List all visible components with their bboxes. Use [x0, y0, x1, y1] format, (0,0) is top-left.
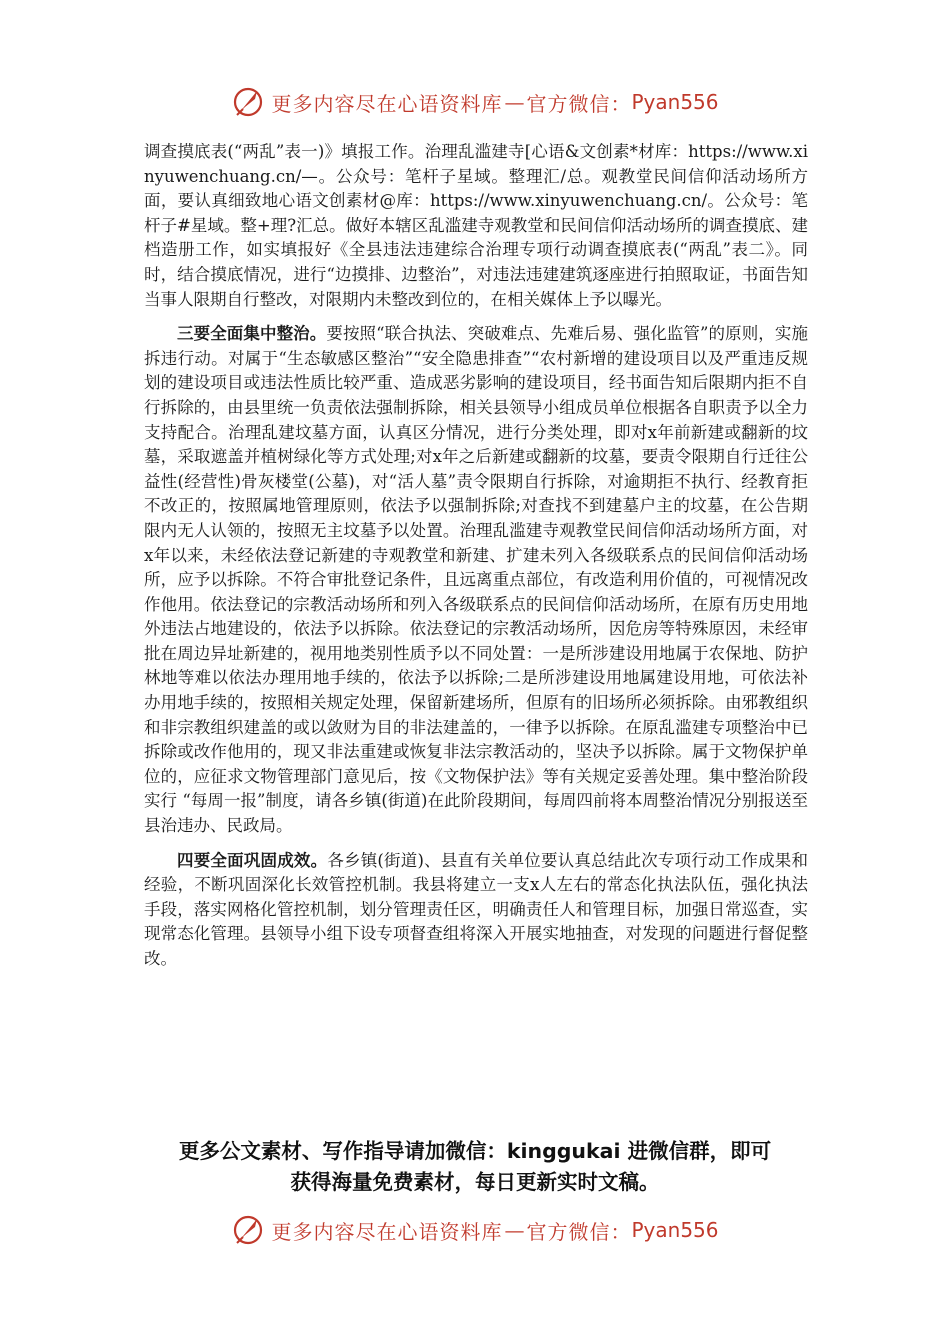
- footer-banner-site-text: 更多内容尽在心语资料库: [271, 1219, 503, 1244]
- paragraph-1: [144, 140, 808, 312]
- banner-wechat-id: Pyan556: [631, 90, 719, 114]
- paragraph-3-lead: 四要全面巩固成效。: [177, 850, 328, 870]
- paragraph-2-body: 要按照“联合执法、突破难点、先难后易、强化监管”的原则，实施拆违行动。对属于“生态敏感区整治”“安全隐患排查”“农村新增的建设项目以及严重违反规划的建设项目或违法性质比较严重、造成恶劣影响的建设项目，经书面告知后限期内拒不自行拆除的，由县里统一负责依法强制拆除，相关县领导小组成员单位根据各自职责予以全力支持配合。治理乱建坟墓方面，认真区分情况，进行分类处理，即对x年前新建或翻新的坟墓，采取遮盖并植树绿化等方式处理;对x年之后新建或翻新的坟墓，要责令限期自行迁往公益性(经营性)骨灰楼堂(公墓)，对“活人墓”责令限期自行拆除，对逾期拒不执行、经教育拒不改正的，按照属地管理原则，依法予以强制拆除;对查找不到建墓户主的坟墓，在公告期限内无人认领的，按照无主坟墓予以处置。治理乱滥建寺观教堂民间信仰活动场所方面，对x年以来，未经依法登记新建的寺观教堂和新建、扩建未列入各级联系点的民间信仰活动场所，应予以拆除。不符合审批登记条件，且远离重点部位，有改造利用价值的，可视情况改作他用。依法登记的宗教活动场所和列入各级联系点的民间信仰活动场所，在原有历史用地外违法占地建设的，依法予以拆除。依法登记的宗教活动场所，因危房等特殊原因，未经审批在周边异址新建的，视用地类别性质予以不同处置：一是所涉建设用地属于农保地、防护林地等难以依法办理用地手续的，依法予以拆除;二是所涉建设用地属建设用地，可依法补办用地手续的，按照相关规定处理，保留新建场所，但原有的旧场所必须拆除。由邪教组织和非宗教组织建盖的或以敛财为目的非法建盖的，一律予以拆除。在原乱滥建专项整治中已拆除或改作他用的，现又非法重建或恢复非法宗教活动的，坚决予以拆除。属于文物保护单位的，应征求文物管理部门意见后，按《文物保护法》等有关规定妥善处理。集中整治阶段实行 “每周一报”制度，请各乡镇(街道)在此阶段期间，每周四前将本周整治情况分别报送至县治违办、民政局。: [144, 324, 808, 836]
- promo-note: [140, 1136, 810, 1198]
- footer-banner-separator: —: [504, 1218, 525, 1242]
- paragraph-2-lead: 三要全面集中整治。: [177, 324, 327, 344]
- banner-separator: —: [504, 90, 525, 114]
- quill-logo-icon: [231, 1213, 265, 1247]
- paragraph-3-body: 各乡镇(街道)、县直有关单位要认真总结此次专项行动工作成果和经验，不断巩固深化长效管控机制。我县将建立一支x人左右的常态化执法队伍，强化执法手段，落实网格化管控机制，划分管理责任区，明确责任人和管理目标，加强日常巡查，实现常态化管理。县领导小组下设专项督查组将深入开展实地抽查，对发现的问题进行督促整改。: [144, 850, 809, 968]
- paragraph-2: [144, 322, 808, 838]
- paragraph-3: [144, 849, 808, 972]
- quill-logo-icon: [231, 85, 265, 119]
- footer-banner-wechat-id: Pyan556: [631, 1218, 719, 1242]
- footer-banner-sub-text: 官方微信：: [526, 1219, 632, 1244]
- document-body: [144, 140, 808, 972]
- promo-note-line-1: 更多公文素材、写作指导请加微信：kinggukai 进微信群，即可: [178, 1139, 772, 1163]
- banner-sub-text: 官方微信：: [526, 91, 632, 116]
- promo-note-line-2: 获得海量免费素材，每日更新实时文稿。: [290, 1170, 660, 1194]
- banner-site-text: 更多内容尽在心语资料库: [271, 91, 503, 116]
- paragraph-1-body: 调查摸底表(“两乱”表一)》填报工作。治理乱滥建寺[心语&文创素*材库：https://www.xinyuwenchuang.cn/—。公众号：笔杆子星域。整理汇/总。观教堂民间信仰活动场所方面，要认真细致地心语文创素材@库：https://www.xinyuwenchuang.cn/。公众号：笔杆子#星域。整+理?汇总。做好本辖区乱滥建寺观教堂和民间信仰活动场所的调查摸底、建档造册工作，如实填报好《全县违法违建综合治理专项行动调查摸底表(“两乱”表二》。同时，结合摸底情况，进行“边摸排、边整治”，对违法违建建筑逐座进行拍照取证，书面告知当事人限期自行整改，对限期内未整改到位的，在相关媒体上予以曝光。: [144, 142, 808, 309]
- header-banner: [0, 84, 950, 120]
- footer-banner: [0, 1212, 950, 1248]
